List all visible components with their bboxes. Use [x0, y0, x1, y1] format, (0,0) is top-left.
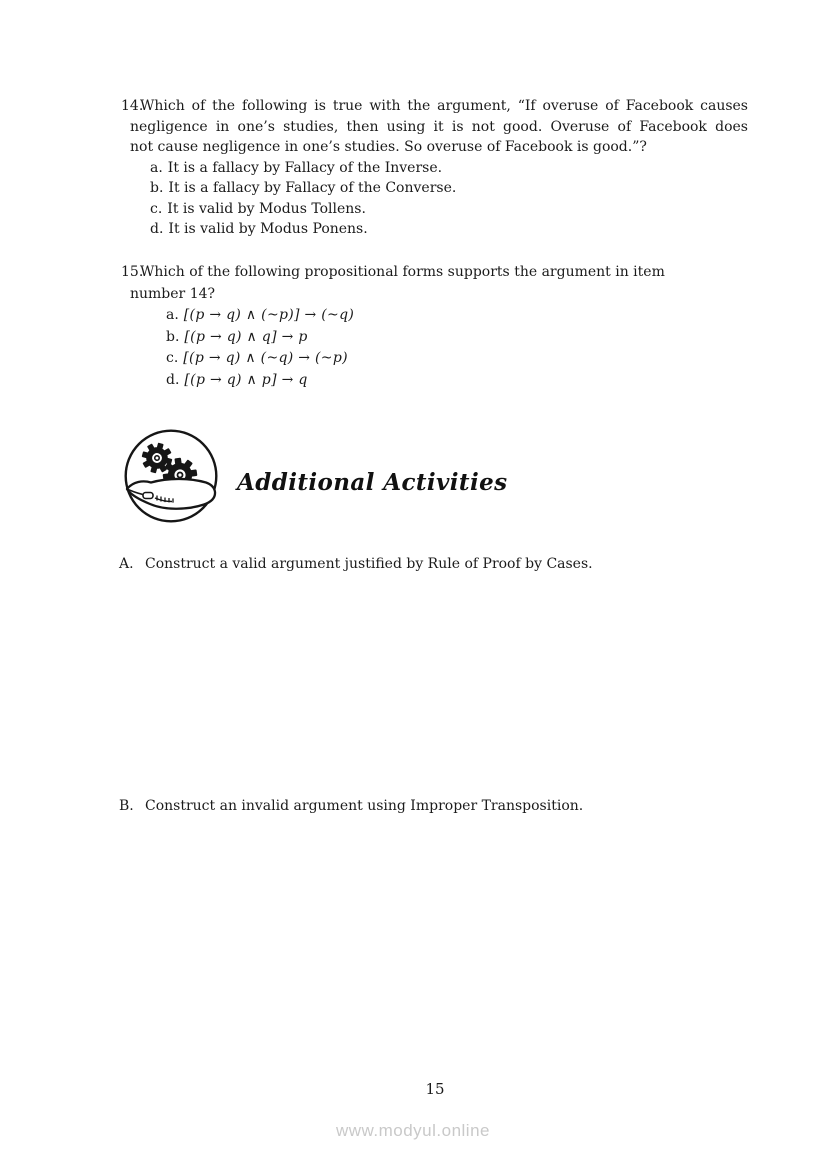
question-14-number: 14.: [121, 98, 144, 114]
option-label: c.: [150, 200, 163, 217]
propositional-formula: [(p → q) ∧ q] → p: [184, 328, 308, 345]
question-15-text-line-2: number 14?: [130, 285, 216, 302]
question-14-option-b: [150, 178, 826, 199]
option-label: d.: [150, 221, 164, 237]
page-number: 15: [425, 1080, 445, 1098]
option-label: c.: [166, 350, 179, 366]
question-15-option-b: [166, 327, 826, 349]
question-14-option-d: [150, 219, 826, 240]
activity-label: B.: [119, 798, 134, 814]
question-15-option-d: [166, 370, 826, 392]
option-label: b.: [166, 328, 180, 345]
option-text: It is valid by Modus Tollens.: [167, 200, 366, 217]
watermark: www.modyul.online: [335, 1121, 490, 1140]
section-title: Additional Activities: [237, 469, 508, 496]
propositional-formula: [(p → q) ∧ (~p)] → (~q): [183, 307, 355, 323]
option-label: a.: [166, 307, 179, 323]
question-14-text-line-1: Which of the following is true with the argument, “If overuse of Facebook causes: [140, 98, 748, 114]
activity-label: A.: [119, 556, 134, 572]
open-hand-icon: [127, 479, 215, 509]
gears-in-open-hand-icon: [124, 428, 218, 524]
option-text: It is valid by Modus Ponens.: [168, 221, 368, 237]
option-label: a.: [150, 159, 163, 176]
propositional-formula: [(p → q) ∧ (~q) → (~p): [183, 350, 348, 366]
activity-text: Construct a valid argument justified by Rule of Proof by Cases.: [145, 556, 593, 572]
option-text: It is a fallacy by Fallacy of the Inverse.: [167, 159, 443, 176]
question-15-number: 15.: [121, 264, 144, 280]
question-14-option-a: [150, 158, 826, 179]
question-14-text-line-3: not cause negligence in one’s studies. So overuse of Facebook is good.”?: [130, 139, 647, 155]
option-text: It is a fallacy by Fallacy of the Converse.: [168, 180, 457, 196]
propositional-formula: [(p → q) ∧ p] → q: [184, 371, 308, 388]
question-15: [0, 262, 826, 391]
question-14-text-line-2: negligence in one’s studies, then using it is not good. Overuse of Facebook does: [130, 118, 748, 135]
option-label: b.: [150, 180, 164, 196]
question-15-option-a: [166, 305, 826, 327]
question-14: [0, 96, 826, 240]
question-15-text-line-1: Which of the following propositional forms supports the argument in item: [140, 264, 665, 280]
question-14-option-c: [150, 199, 826, 220]
question-15-option-c: [166, 348, 826, 370]
activity-item-b: [119, 798, 819, 814]
option-label: d.: [166, 371, 180, 388]
activity-item-a: [119, 556, 819, 572]
activity-text: Construct an invalid argument using Improper Transposition.: [145, 798, 584, 814]
